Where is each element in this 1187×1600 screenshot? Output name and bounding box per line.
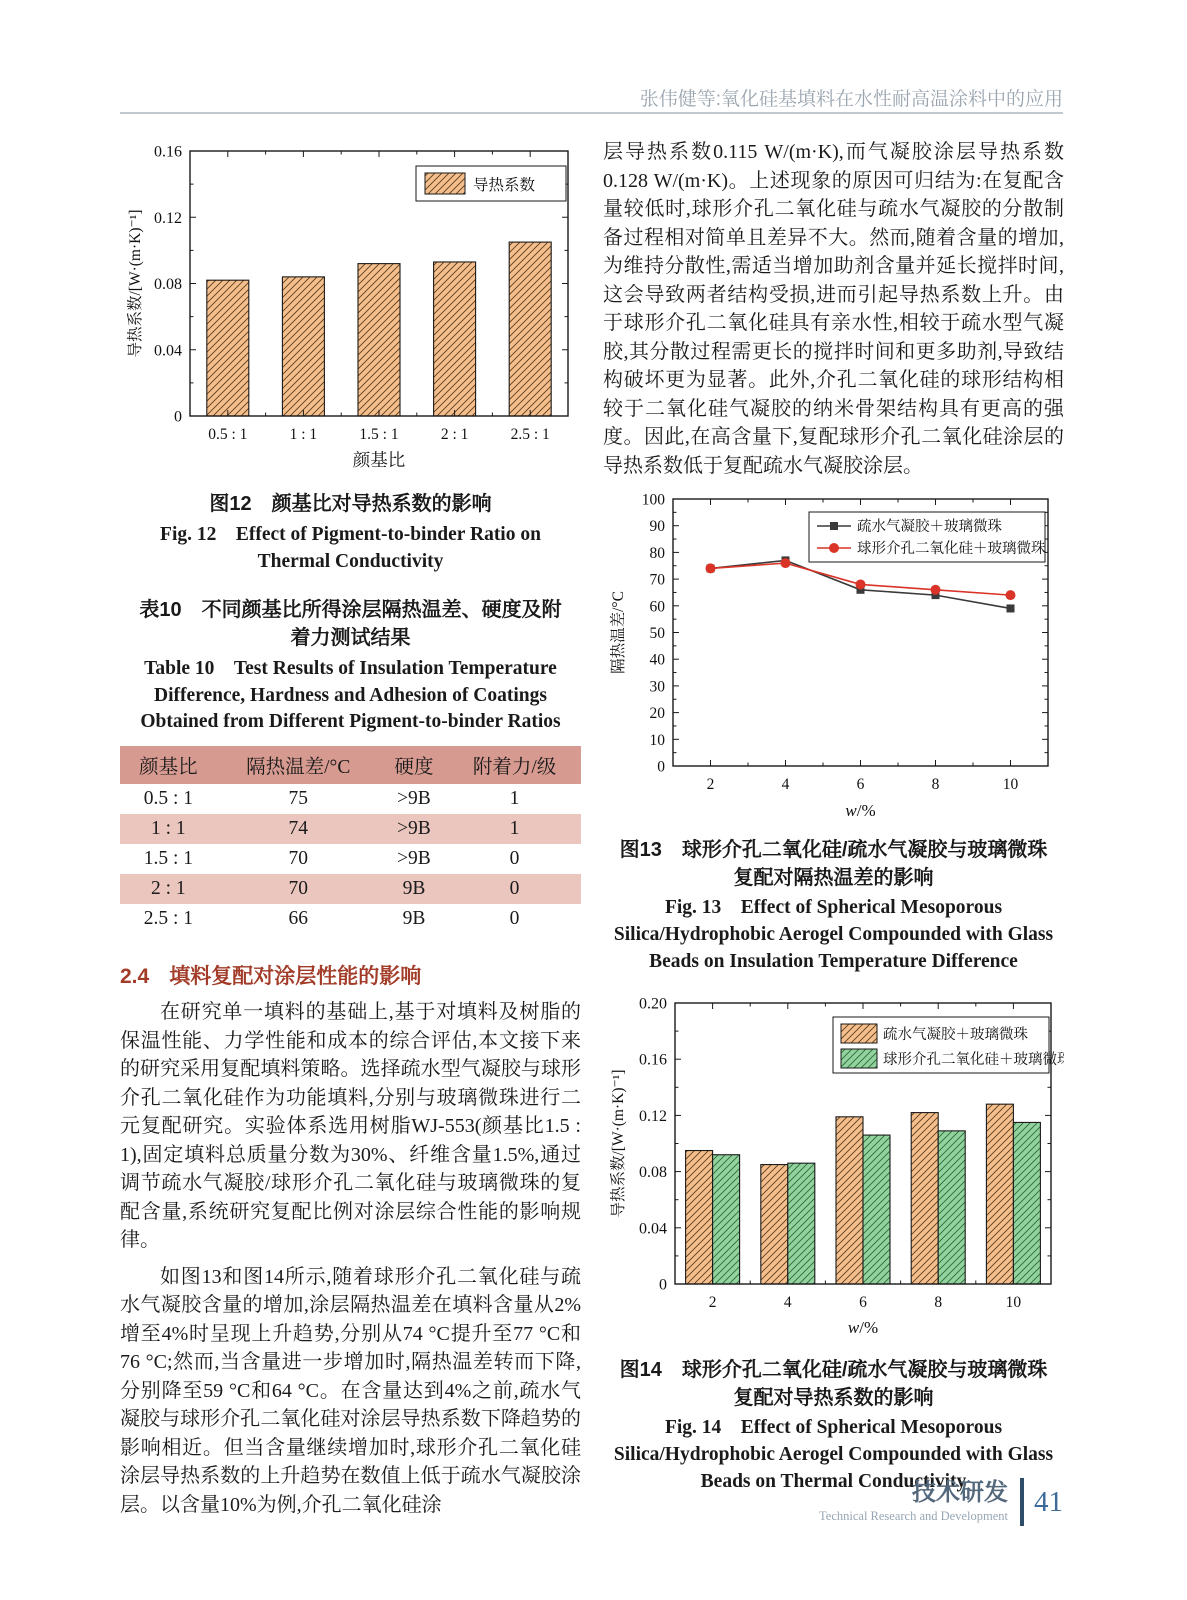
table-cell: 70 bbox=[288, 878, 308, 900]
table-cell: >9B bbox=[397, 788, 431, 810]
table-cell: >9B bbox=[397, 848, 431, 870]
table-header-cell: 硬度 bbox=[380, 746, 448, 784]
table-cell: 74 bbox=[288, 818, 308, 840]
svg-text:隔热温差/°C: 隔热温差/°C bbox=[610, 591, 627, 674]
table-header-row bbox=[120, 746, 581, 784]
svg-text:球形介孔二氧化硅＋玻璃微珠: 球形介孔二氧化硅＋玻璃微珠 bbox=[857, 541, 1046, 557]
svg-text:w/%: w/% bbox=[845, 801, 876, 820]
svg-text:0: 0 bbox=[174, 408, 182, 426]
page-number: 41 bbox=[1034, 1485, 1063, 1518]
svg-text:6: 6 bbox=[859, 1293, 867, 1311]
fig12-caption-en: Fig. 12 Effect of Pigment-to-binder Ratio on Thermal Conductivity bbox=[160, 523, 541, 572]
svg-text:1.5 : 1: 1.5 : 1 bbox=[359, 426, 399, 443]
svg-text:0.08: 0.08 bbox=[639, 1164, 667, 1182]
table-header-cell: 隔热温差/°C bbox=[217, 746, 380, 784]
svg-text:球形介孔二氧化硅＋玻璃微珠: 球形介孔二氧化硅＋玻璃微珠 bbox=[883, 1051, 1064, 1068]
section-paragraph-2: 如图13和图14所示,随着球形介孔二氧化硅与疏水气凝胶含量的增加,涂层隔热温差在填料含量从2%增至4%时呈现上升趋势,分别从74 °C提升至77 °C和76 °C;然而,当含量进一步增加时,隔热温差转而下降,分别降至59 °C和64 °C。在含量达到4%之前,疏水气凝胶与球形介孔二氧化硅对涂层导热系数下降趋势的影响相近。但当含量继续增加时,球形介孔二氧化硅涂层导热系数的上升趋势在数值上低于疏水气凝胶涂层。以含量10%为例,介孔二氧化硅涂 bbox=[120, 1265, 581, 1516]
table-cell: 0.5 : 1 bbox=[143, 788, 193, 810]
svg-text:10: 10 bbox=[649, 731, 665, 749]
fig14-caption-en: Fig. 14 Effect of Spherical Mesoporous Silica/Hydrophobic Aerogel Compounded with Glass Beads on Thermal Conductivity bbox=[613, 1417, 1054, 1492]
svg-text:8: 8 bbox=[934, 1293, 943, 1311]
svg-text:2 : 1: 2 : 1 bbox=[440, 426, 469, 443]
svg-text:10: 10 bbox=[1002, 776, 1019, 793]
svg-text:导热系数: 导热系数 bbox=[473, 177, 536, 194]
table-10 bbox=[120, 746, 581, 934]
svg-text:80: 80 bbox=[649, 544, 665, 562]
svg-text:4: 4 bbox=[783, 1293, 792, 1311]
fig13-line-chart bbox=[603, 486, 1064, 826]
svg-text:颜基比: 颜基比 bbox=[352, 450, 406, 470]
svg-text:w/%: w/% bbox=[847, 1317, 879, 1337]
svg-text:6: 6 bbox=[856, 776, 865, 793]
footer-section-cn: 技术研发 bbox=[912, 1479, 1008, 1507]
svg-text:30: 30 bbox=[649, 678, 665, 696]
svg-text:0: 0 bbox=[659, 1276, 667, 1294]
svg-text:20: 20 bbox=[649, 705, 665, 723]
left-column bbox=[120, 138, 581, 1519]
svg-text:60: 60 bbox=[649, 598, 665, 616]
svg-text:0.12: 0.12 bbox=[154, 209, 182, 227]
svg-text:0.16: 0.16 bbox=[639, 1051, 667, 1069]
table-cell: 75 bbox=[288, 788, 308, 810]
section-title: 填料复配对涂层性能的影响 bbox=[169, 965, 422, 989]
svg-text:0.5 : 1: 0.5 : 1 bbox=[208, 426, 248, 443]
table10-caption-cn: 表10 不同颜基比所得涂层隔热温差、硬度及附着力测试结果 bbox=[139, 599, 562, 649]
table-cell: 2.5 : 1 bbox=[143, 908, 193, 930]
table-cell: >9B bbox=[397, 818, 431, 840]
svg-text:0.04: 0.04 bbox=[639, 1220, 667, 1238]
table-cell: 0 bbox=[509, 878, 520, 900]
table-cell: 1 bbox=[509, 818, 520, 840]
section-heading-2-4 bbox=[120, 960, 581, 990]
svg-text:50: 50 bbox=[649, 625, 665, 642]
two-column-layout bbox=[120, 138, 1063, 1519]
svg-text:4: 4 bbox=[781, 776, 790, 793]
table-row bbox=[120, 844, 581, 874]
svg-text:疏水气凝胶＋玻璃微珠: 疏水气凝胶＋玻璃微珠 bbox=[857, 519, 1002, 535]
table-header-cell: 附着力/级 bbox=[448, 746, 581, 784]
section-paragraph-1: 在研究单一填料的基础上,基于对填料及树脂的保温性能、力学性能和成本的综合评估,本文接下来的研究采用复配填料策略。选择疏水型气凝胶与球形介孔二氧化硅作为功能填料,分别与玻璃微珠进行二元复配研究。实验体系选用树脂WJ-553(颜基比1.5 : 1),固定填料总质量分数为30%、纤维含量1.5%,通过调节疏水气凝胶/球形介孔二氧化硅与玻璃微珠的复配含量,系统研究复配比例对涂层综合性能的影响规律。 bbox=[120, 1001, 581, 1252]
table-cell: 9B bbox=[402, 878, 426, 900]
footer-section-en: Technical Research and Development bbox=[819, 1508, 1008, 1523]
svg-text:0.20: 0.20 bbox=[639, 995, 667, 1013]
fig12-bar-chart bbox=[120, 138, 581, 480]
table-cell: 66 bbox=[288, 908, 308, 930]
table-row bbox=[120, 784, 581, 814]
figure-13 bbox=[603, 486, 1064, 831]
table10-caption-en: Table 10 Test Results of Insulation Temperature Difference, Hardness and Adhesion of Coatings Obtained from Different Pigment-to-binder Ratios bbox=[140, 657, 561, 733]
table-row bbox=[120, 904, 581, 934]
table-cell: 2 : 1 bbox=[151, 878, 186, 900]
svg-text:0.12: 0.12 bbox=[639, 1107, 667, 1125]
table-row bbox=[120, 874, 581, 904]
figure-12 bbox=[120, 138, 581, 485]
running-header: 张伟健等:氧化硅基填料在水性耐高温涂料中的应用 bbox=[639, 89, 1063, 110]
footer-divider bbox=[1020, 1478, 1024, 1526]
svg-text:10: 10 bbox=[1005, 1293, 1022, 1311]
svg-text:1 : 1: 1 : 1 bbox=[289, 426, 318, 443]
svg-text:0.04: 0.04 bbox=[154, 342, 182, 360]
section-number: 2.4 bbox=[120, 965, 150, 989]
fig14-bar-chart bbox=[603, 990, 1064, 1346]
table-header-cell: 颜基比 bbox=[120, 746, 217, 784]
svg-text:导热系数/[W·(m·K)⁻¹]: 导热系数/[W·(m·K)⁻¹] bbox=[610, 1069, 627, 1218]
svg-text:0: 0 bbox=[657, 758, 665, 776]
table-cell: 0 bbox=[509, 908, 520, 930]
svg-text:2: 2 bbox=[708, 1293, 717, 1311]
fig13-caption-cn: 图13 球形介孔二氧化硅/疏水气凝胶与玻璃微珠复配对隔热温差的影响 bbox=[619, 839, 1048, 889]
fig13-caption-en: Fig. 13 Effect of Spherical Mesoporous Silica/Hydrophobic Aerogel Compounded with Glass Beads on Insulation Temperature Difference bbox=[613, 897, 1054, 972]
svg-text:90: 90 bbox=[649, 518, 665, 536]
figure-14 bbox=[603, 990, 1064, 1351]
svg-text:疏水气凝胶＋玻璃微珠: 疏水气凝胶＋玻璃微珠 bbox=[883, 1026, 1028, 1043]
table-cell: 70 bbox=[288, 848, 308, 870]
header-rule bbox=[120, 112, 1063, 114]
svg-text:0.16: 0.16 bbox=[154, 143, 182, 161]
table-row bbox=[120, 814, 581, 844]
svg-text:2: 2 bbox=[706, 776, 715, 793]
table-cell: 1 : 1 bbox=[151, 818, 186, 840]
svg-text:8: 8 bbox=[931, 776, 940, 793]
table-cell: 9B bbox=[402, 908, 426, 930]
svg-text:2.5 : 1: 2.5 : 1 bbox=[510, 426, 550, 443]
right-paragraph: 层导热系数0.115 W/(m·K),而气凝胶涂层导热系数0.128 W/(m·K)。上述现象的原因可归结为:在复配含量较低时,球形介孔二氧化硅与疏水气凝胶的分散制备过程相对简单且差异不大。然而,随着含量的增加,为维持分散性,需适当增加助剂含量并延长搅拌时间,这会导致两者结构受损,进而引起导热系数上升。由于球形介孔二氧化硅具有亲水性,相较于疏水型气凝胶,其分散过程需更长的搅拌时间和更多助剂,导致结构破坏更为显著。此外,介孔二氧化硅的球形结构相较于二氧化硅气凝胶的纳米骨架结构具有更高的强度。因此,在高含量下,复配球形介孔二氧化硅涂层的导热系数低于复配疏水气凝胶涂层。 bbox=[603, 141, 1064, 477]
svg-text:40: 40 bbox=[649, 651, 665, 669]
svg-text:100: 100 bbox=[641, 491, 665, 509]
table-cell: 1 bbox=[509, 788, 520, 810]
table-cell: 1.5 : 1 bbox=[143, 848, 193, 870]
page-footer bbox=[819, 1478, 1063, 1526]
fig12-caption-cn: 图12 颜基比对导热系数的影响 bbox=[209, 493, 492, 515]
footer-section bbox=[819, 1480, 1008, 1523]
svg-text:0.08: 0.08 bbox=[154, 276, 182, 293]
table-cell: 0 bbox=[509, 848, 520, 870]
svg-text:70: 70 bbox=[649, 571, 665, 589]
svg-text:导热系数/[W·(m·K)⁻¹]: 导热系数/[W·(m·K)⁻¹] bbox=[127, 209, 144, 358]
fig14-caption-cn: 图14 球形介孔二氧化硅/疏水气凝胶与玻璃微珠复配对导热系数的影响 bbox=[619, 1358, 1048, 1409]
right-column bbox=[603, 138, 1064, 1519]
